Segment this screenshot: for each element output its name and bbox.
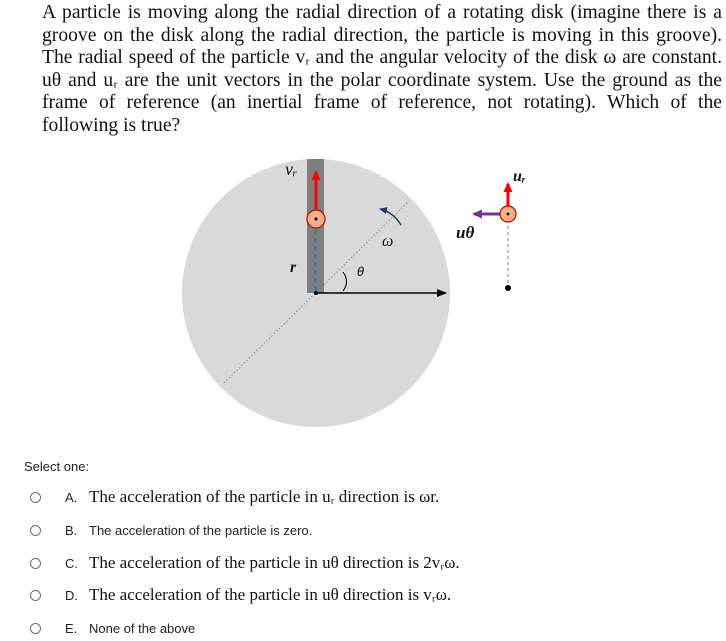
option-a-radio[interactable]: [30, 492, 41, 503]
option-a[interactable]: [30, 486, 439, 508]
utheta-label: uθ: [456, 223, 475, 242]
option-a-text: The acceleration of the particle in uᵣ direction is ωr.: [89, 487, 440, 506]
vr-label: vᵣ: [285, 159, 298, 179]
option-b-letter: B.: [65, 522, 78, 538]
option-c-letter: C.: [65, 555, 78, 571]
inset-origin-dot: [505, 285, 511, 291]
option-d[interactable]: [30, 584, 451, 606]
ur-label: uᵣ: [513, 168, 526, 185]
option-c-text: The acceleration of the particle in uθ direction is 2vᵣω.: [89, 553, 460, 572]
option-c[interactable]: [30, 552, 460, 574]
option-d-letter: D.: [65, 587, 78, 603]
particle-center: [315, 218, 318, 221]
disk-center-dot: [314, 291, 318, 295]
select-one-label: Select one:: [24, 459, 90, 474]
option-d-text: The acceleration of the particle in uθ direction is vᵣω.: [89, 585, 452, 604]
option-b-radio[interactable]: [30, 525, 41, 536]
option-b[interactable]: [30, 519, 312, 541]
option-e-letter: E.: [65, 620, 78, 636]
option-e[interactable]: [30, 617, 195, 639]
option-a-letter: A.: [65, 489, 78, 505]
r-label: r: [290, 259, 297, 276]
option-b-text: The acceleration of the particle is zero.: [89, 522, 313, 538]
option-d-radio[interactable]: [30, 590, 41, 601]
omega-label: ω: [382, 233, 394, 250]
option-c-radio[interactable]: [30, 558, 41, 569]
question-text: A particle is moving along the radial direction of a rotating disk (imagine there is a groove on the disk along the radial direction, the particle is moving in this groove). The radial speed of the particle vᵣ and the angular velocity of the disk ω are constant. uθ and uᵣ are the unit vectors in the polar coordinate system. Use the ground as the frame of reference (an inertial frame of reference, not rotating). Which of the following is true?: [42, 2, 722, 136]
theta-label: θ: [357, 265, 365, 279]
option-e-text: None of the above: [89, 620, 196, 636]
option-e-radio[interactable]: [30, 623, 41, 634]
inset-particle-center: [507, 213, 510, 216]
